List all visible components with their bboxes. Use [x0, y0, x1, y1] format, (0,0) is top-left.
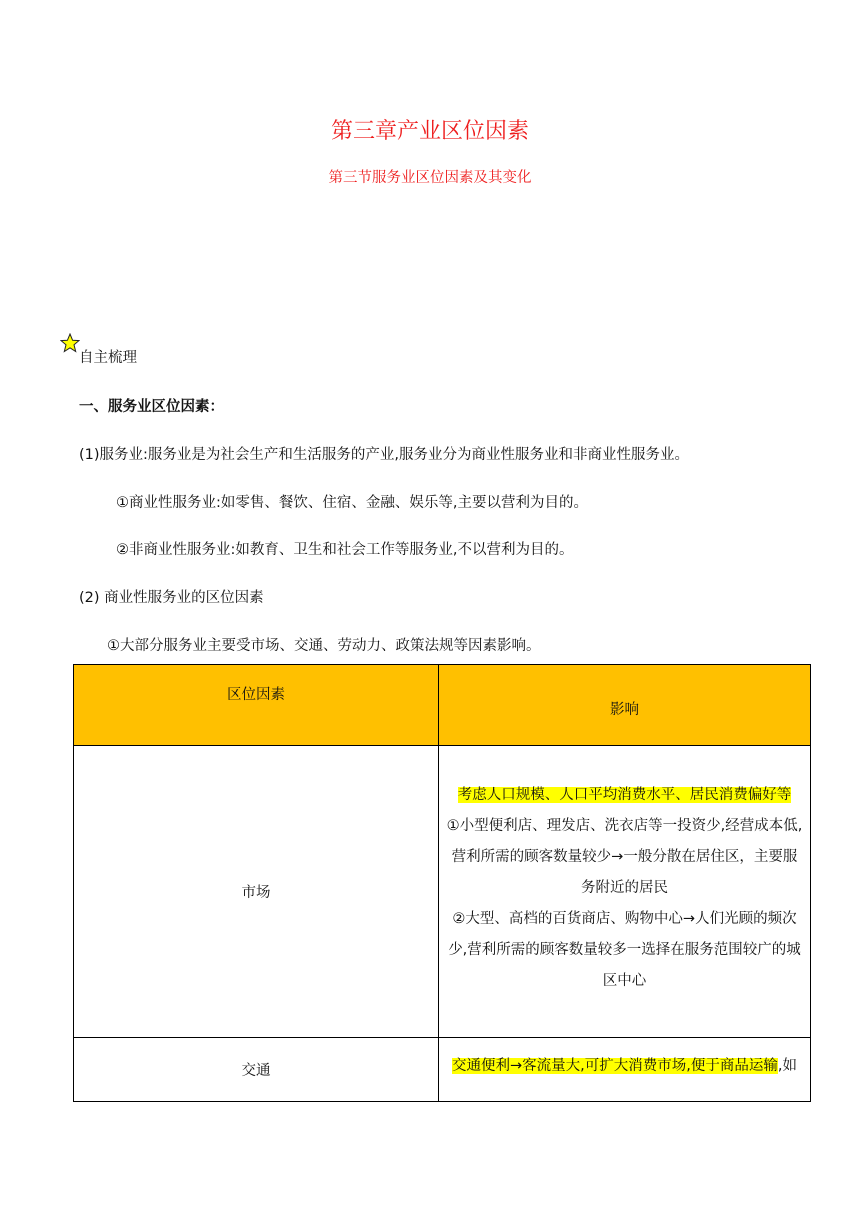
table-header-row — [74, 665, 811, 746]
impact-line: 区中心 — [602, 973, 647, 989]
paragraph-2: ①商业性服务业:如零售、餐饮、住宿、金融、娱乐等,主要以营利为目的。 — [116, 495, 588, 511]
table-cell-impact — [439, 1038, 811, 1102]
table-cell-factor: 交通 — [74, 1038, 439, 1102]
table-row — [74, 746, 811, 1038]
impact-line: 务附近的居民 — [581, 880, 668, 896]
part1-heading: 一、服务业区位因素： — [79, 399, 224, 415]
location-factor-table — [73, 664, 811, 1102]
paragraph-4: (2) 商业性服务业的区位因素 — [79, 590, 264, 606]
paragraph-5: ①大部分服务业主要受市场、交通、劳动力、政策法规等因素影响。 — [107, 638, 541, 654]
table-row — [74, 1038, 811, 1102]
table-cell-impact — [439, 746, 811, 1038]
impact-line: 营利所需的顾客数量较少→一般分散在居住区，主要服 — [451, 849, 798, 865]
impact-line: ①小型便利店、理发店、洗衣店等一投资少,经营成本低, — [446, 818, 803, 834]
highlighted-text: 交通便利→客流量大,可扩大消费市场,便于商品运输 — [452, 1058, 778, 1074]
table-header-factor: 区位因素 — [74, 665, 439, 746]
page-subtitle: 第三节服务业区位因素及其变化 — [328, 170, 532, 186]
impact-line: 少,营利所需的顾客数量较多一选择在服务范围较广的城 — [448, 942, 801, 958]
impact-tail: ,如 — [777, 1058, 797, 1074]
page-title: 第三章产业区位因素 — [330, 119, 529, 144]
table-header-impact: 影响 — [439, 665, 811, 746]
paragraph-1: (1)服务业:服务业是为社会生产和生活服务的产业,服务业分为商业性服务业和非商业性服务业。 — [79, 447, 690, 463]
section-heading: 自主梳理 — [79, 350, 137, 366]
star-icon — [60, 333, 80, 353]
table-cell-factor: 市场 — [74, 746, 439, 1038]
impact-line: ②大型、高档的百货商店、购物中心→人们光顾的频次 — [452, 911, 797, 927]
paragraph-3: ②非商业性服务业:如教育、卫生和社会工作等服务业,不以营利为目的。 — [116, 542, 574, 558]
highlighted-text: 考虑人口规模、人口平均消费水平、居民消费偏好等 — [457, 787, 792, 803]
